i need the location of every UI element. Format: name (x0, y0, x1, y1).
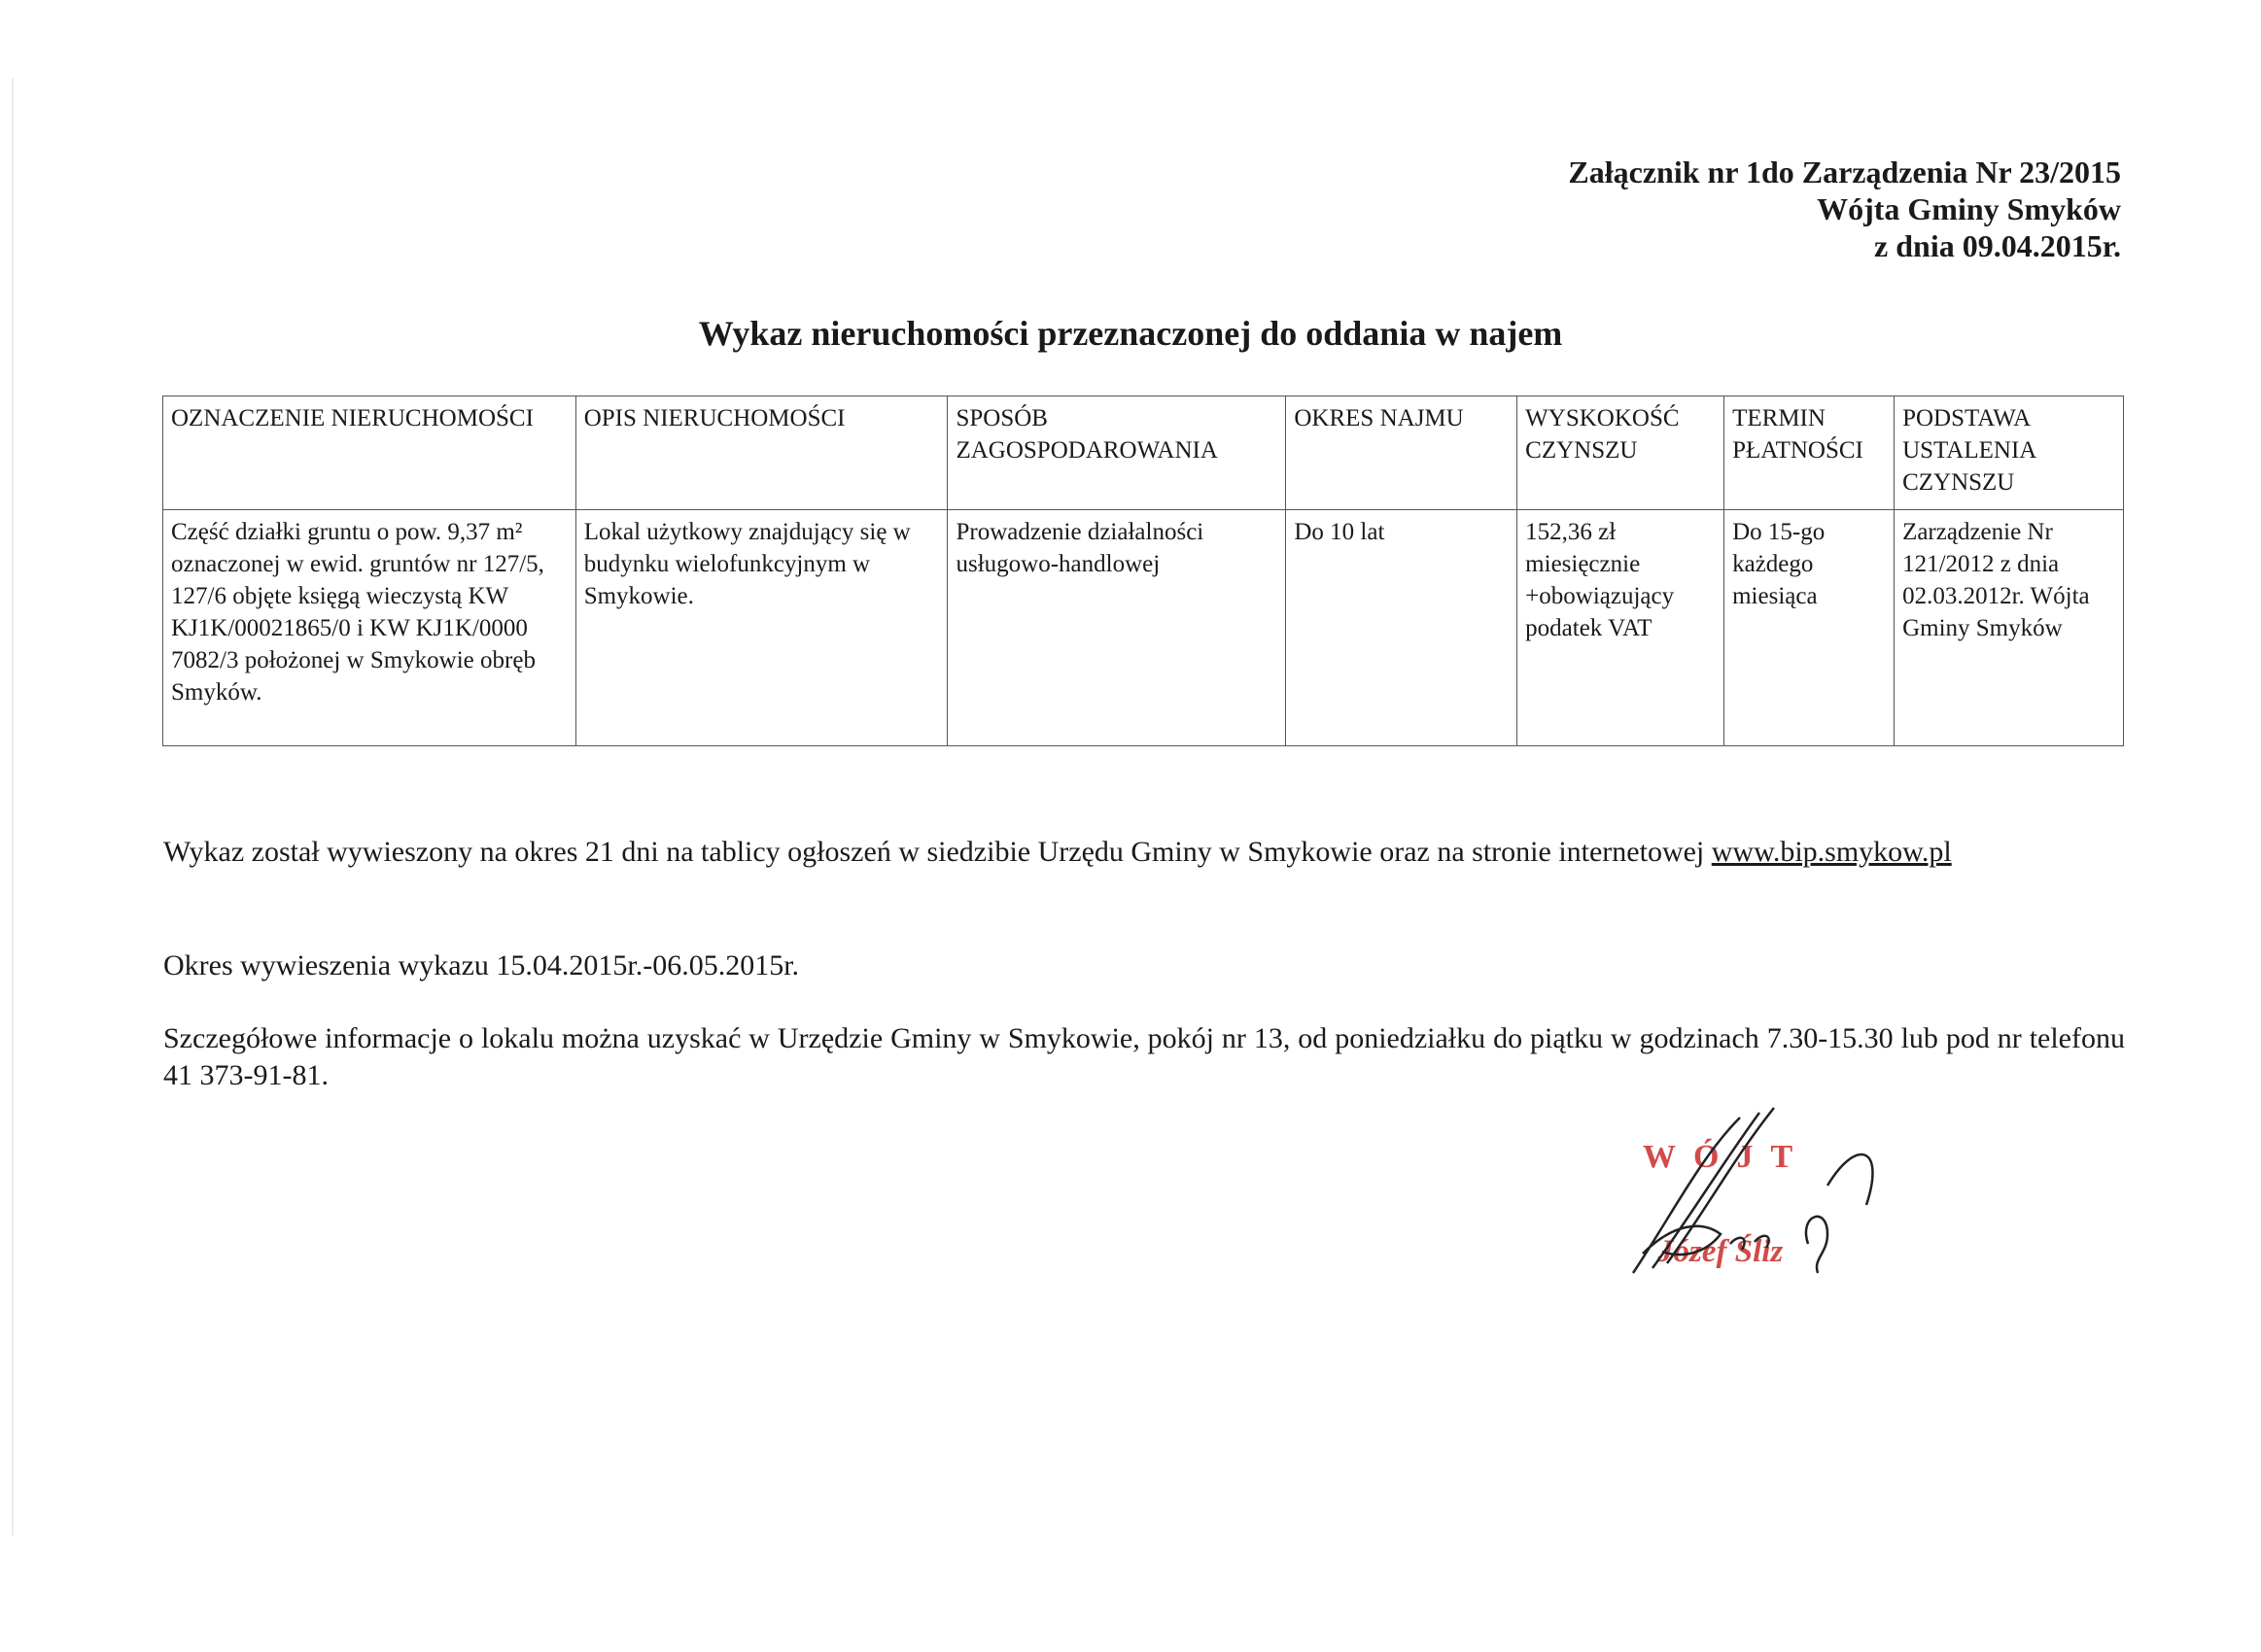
header-use: SPOSÓB ZAGOSPODAROWANIA (948, 396, 1286, 510)
cell-rent-basis: Zarządzenie Nr 121/2012 z dnia 02.03.2012r. Wójta Gminy Smyków (1895, 510, 2124, 746)
posting-paragraph (163, 834, 2125, 871)
header-rent-amount: WYSKOKOŚĆ CZYNSZU (1517, 396, 1724, 510)
cell-designation: Część działki gruntu o pow. 9,37 m² oznaczonej w ewid. gruntów nr 127/5, 127/6 objęte księgą wieczystą KW KJ1K/00021865/0 i KW KJ1K/0000 7082/3 położonej w Smykowie obręb Smyków. (163, 510, 576, 746)
header-rent-basis: PODSTAWA USTALENIA CZYNSZU (1895, 396, 2124, 510)
scan-edge-line (12, 78, 14, 1535)
property-table (162, 396, 2124, 746)
header-lease-period: OKRES NAJMU (1286, 396, 1517, 510)
posting-period-paragraph: Okres wywieszenia wykazu 15.04.2015r.-06.05.2015r. (163, 949, 800, 981)
document-title: Wykaz nieruchomości przeznaczonej do oddania w najem (698, 314, 1563, 353)
cell-rent-amount: 152,36 zł miesięcznie +obowiązujący podatek VAT (1517, 510, 1724, 746)
header-description: OPIS NIERUCHOMOŚCI (575, 396, 948, 510)
signature-stroke-tail (1806, 1154, 1873, 1273)
cell-use: Prowadzenie działalności usługowo-handlowej (948, 510, 1286, 746)
signature-stroke-loop (1643, 1226, 1769, 1255)
document-header (1568, 154, 2121, 264)
cell-payment-term: Do 15-go każdego miesiąca (1724, 510, 1895, 746)
header-authority-line: Wójta Gminy Smyków (1817, 191, 2121, 226)
cell-lease-period: Do 10 lat (1286, 510, 1517, 746)
handwritten-signature (1614, 1098, 1925, 1312)
contact-info-paragraph: Szczegółowe informacje o lokalu można uzyskać w Urzędzie Gminy w Smykowie, pokój nr 13, od poniedziałku do piątku w godzinach 7.30-15.30 lub pod nr telefonu 41 373-91-81. (163, 1022, 2125, 1091)
header-date-line: z dnia 09.04.2015r. (1874, 228, 2121, 263)
table-header-row (163, 396, 2124, 510)
table-row (163, 510, 2124, 746)
header-designation: OZNACZENIE NIERUCHOMOŚCI (163, 396, 576, 510)
stamp-name: Józef Śliz (1657, 1234, 1784, 1269)
cell-description: Lokal użytkowy znajdujący się w budynku wielofunkcyjnym w Smykowie. (575, 510, 948, 746)
stamp-title: WÓJT (1643, 1139, 1811, 1175)
bip-website-link[interactable]: www.bip.smykow.pl (1711, 836, 1952, 868)
header-payment-term: TERMIN PŁATNOŚCI (1724, 396, 1895, 510)
header-attachment-line: Załącznik nr 1do Zarządzenia Nr 23/2015 (1568, 155, 2121, 189)
posting-text: Wykaz został wywieszony na okres 21 dni na tablicy ogłoszeń w siedzibie Urzędu Gminy w Smykowie oraz na stronie internetowej (163, 836, 1705, 868)
